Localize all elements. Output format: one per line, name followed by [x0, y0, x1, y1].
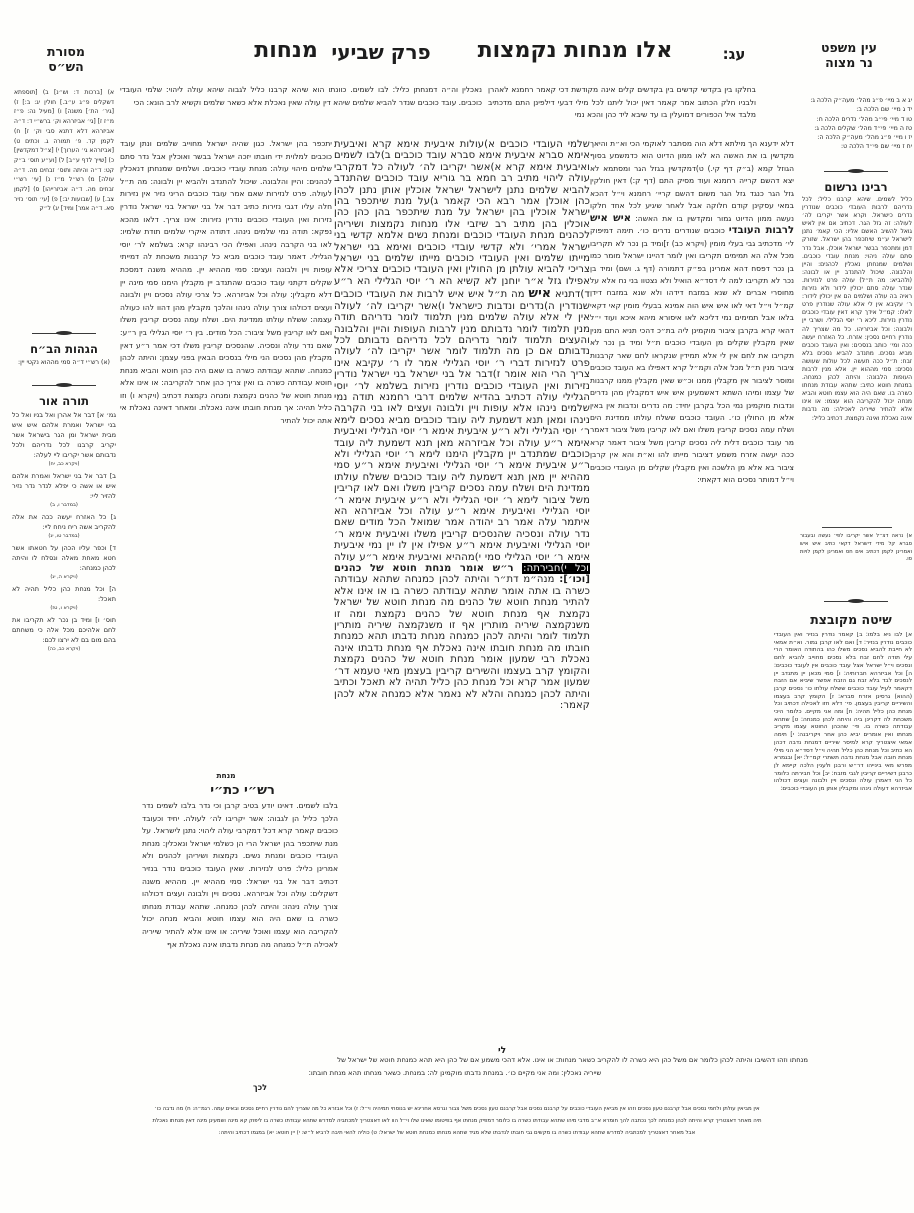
ornament-divider — [14, 330, 114, 338]
rashi-top-band: נאכלין וה״ה דמנחתן כליל: לבו לשמים. כוונתו הוא שיהא קרבנו כליל לגבוה שיהא עולה ליהוי: שלמי העובדי כוכבים. עובד כוכבים שנדר להביא שלמים שיהא דין עולה שאין נאכלת אלא כשאר שלמים וקשיא לרב הונא: הכי — [120, 85, 482, 107]
ein-mishpat-title — [786, 40, 912, 70]
ein-mishpat-entry: טז ה מיי׳ פי״ד מהל׳ שקלים הלכה ג: — [814, 124, 912, 132]
torah-or-source: (במדבר ו, ב) — [50, 502, 78, 508]
masechet-name: מנחות — [254, 38, 318, 63]
rashi-column: יתכפר בהן ישראל. כגון שהיה ישראל מחוייב שלמים ונתן עובד כוכבים למלוית ידי חובתו יזכה ישראל בבשר ואוכלין אבל נדר סתם שלמים מיהוי עולה: מנחת עובדי כוכבים. ושלמים שמנחתן דנאכלין לכהנים: והיין והלבונה. שיכול להתנדב ולהביא יין ולבונה: מה ת״ל לעולה. פרט לנזירות שאם אמר עובד כוכבים הריני נזיר אין נזירות חלה עליו דגבי נזירות כתיב דבר אל בני ישראל בני ישראל נודרין נזירות ואין העובדי כוכבים נודרין נזירות: אינו צריך. דלאו מהכא נפקא: תודה נמי שלמים נינהו. דתודה איקרי שלמים תודת שלמיו: לאו בני הקרבה נינהו. ואפילו הכי רבינהו קרא: בשלמא לר׳ יוסי הגלילי. דאמר עובד כוכבים מביא כל קרבנות משכחת לה דמייתי עופות ויין ולבונה ועצים: סמי מההיא יין. מההיא משנה דמסכת שקלים דקתני עובד כוכבים שהתנדב יין מקבלין הימנו סמי מינה יין דלא מקבלין: עולה וכל אביזרהא. כל צרכי עולה נסכים ויין ולבונה ועצים דכולהו צורך עולה נינהו והלכך מקבלין מהן דהוו להו כעולה עצמה: ששלח עולתו ממדינת הים. ושלח עמה נסכים קריבין משלו ואם לאו קריבין משל ציבור: הכל מודים. בין ר׳ יוסי הגלילי בין ר״ע: שאם נדר עולה ונסכיה. שהנסכים קריבין משלו דכי אמר ר״ע דאין מקבלין מהן נסכים הני מילי בנסכים הבאין בפני עצמן: והיתה לכהן כמנחה. שתהא עבודתה כשרה בו שאם היה כהן חוטא והביא מנחת חוטא עבודתה כשרה בו ואין צריך כהן אחר להקריבה: או אינו אלא מנחת חוטא של כהנים נקמצת ומנחה נקמצת דכתיב (ויקרא ו) וזו כליל תהיה: אך מנחת חובתו אינה נאכלת. ומאחר דאינה נאכלת אי אתה יכול להתיר — [120, 139, 332, 426]
gemara-text: שלמי העובדי כוכבים א)עולות איבעית אימא קרא ואיבעית אימא סברא איבעית אימא סברא עובד כוכבים ב)לבו לשמים ואיבעית אימא קרא א)אשר יקריבו לה׳ לעולה כל דמקרבי עולה ליהוי מתיב רב חמא בר גוריא עובד כוכבים שהתנדב להביא שלמים נתנן לישראל ישראל אוכלין אותן נתנן לכהן כהן אוכלן אמר רבא הכי קאמר ג)על מנת שיתכפר בהן ישראל אוכלין בהן ישראל על מנת שיתכפר בהן כהן כהן אוכלין בהן מתיב רב שיזבי אלו מנחות נקמצות ושיריהן לכהנים מנחת העובדי כוכבים ומנחת נשים אלמא קדשי בני ישראל אמרי׳ ולא קדשי עובדי כוכבים ואימא בני ישראל מייתו שלמים ואין העובדי כוכבים מייתו שלמים בני ישראל צריכי להביא עולתן מן החולין ואין העובדי כוכבים צריכי אלא אפילו גזל א״ר יוחנן לא קשיא הא ר׳ יוסי הגלילי הא ר״ע ד)דתניא — [334, 139, 590, 301]
rashi-ktav-yad-bottom-line: שייריה נאכלין: ומה אני מקיים כו׳. במנחת נדבתו מוקמינן לה: במנחת. כשאר מנחתו תהא מנחת חובתו: — [308, 1069, 602, 1077]
daf-marker: עג: — [722, 45, 746, 63]
gemara-catchword: לי — [497, 1046, 507, 1056]
torah-or-verse: ד] וכפר עליו הכהן על חטאתו אשר חטא מאחת מאלה ונסלח לו והיתה לכהן כמנחה: — [12, 544, 116, 572]
ein-mishpat-entry: יז ו מיי׳ פ״ג מהל׳ מעה״ק הלכה ה: — [817, 134, 912, 142]
torah-or-source: (במדבר טו, יג) — [48, 533, 80, 539]
ornament-divider — [14, 382, 114, 390]
torah-or-verses — [12, 410, 116, 758]
tosafot-dibbur: איש איש לרבות העובדי — [590, 212, 794, 237]
shita-mekubetzet-title: שיטה מקובצת — [810, 612, 892, 627]
rashi-catchword: מנחת — [216, 771, 236, 780]
bottom-footnote-line: תיה מאחר דאצטריך קרא והיתה לכהן כמנחה לכך נכתבה להך חומרא א״ב מדבי מיהו שתהא עבודתו כשרה בו כלומר דמפיק מנחתו אף בפיטומו שאינו שלו וי״ל הוו לאו דאצטריך למכתביה למדרש שתהא עבודתו כשרה בו ליפוק קא מינה ושמעינן מינה דאין מנחתו נאכלת — [152, 1118, 762, 1124]
rashi-ktav-yad-column: בלבו לשמים. דאינו יודע בטיב קרבן וכי נדר בלבו לשמים נדר הלכך כליל הן לגבוה: אשר יקריבו לה׳ לעולה. יחיד וכעובד כוכבים קאמר קרא דכל דמקרבי עולה ליהוי: נתנן לישראל. על מנת שיתכפר בהן ישראל הרי הן כשלמי ישראל ונאכלין: מנחת העובדי כוכבים ומנחת נשים. נקמצות ושיריהן לכהנים ולא אמרינן כליל: פרט לנזירות. שאין העובד כוכבים נודר בנזיר דכתיב דבר אל בני ישראל: סמי מההיא יין. מההיא משנה דשקלים: עולה וכל אביזרהא. נסכים ויין ולבונה ועצים דכולהו צורך עולה נינהו: והיתה לכהן כמנחה. שתהא עבודת מנחתו כשרה בו שאם היה הוא עצמו חוטא והביא מנחה יכול להקריבה הוא עצמו ואוכל שיריה: או אינו אלא להתיר שייריה לאכילה ת״ל כמנחה מה מנחת נדבתו אינה נאכלת אף — [142, 801, 338, 949]
torah-or-verse: ה] וכל מנחת כהן כליל תהיה לא תאכל: — [12, 585, 116, 603]
chapter-name: אלו מנחות נקמצות — [477, 38, 673, 63]
gemara-column — [334, 139, 590, 1047]
ein-mishpat-title-line2: נר מצוה — [825, 55, 873, 70]
page-catchword: לכך — [253, 1083, 267, 1092]
ein-mishpat-entry: יח ז מיי׳ שם פי״ד הלכה ט: — [841, 143, 912, 151]
ornament-divider — [800, 168, 912, 176]
gemara-text: מה ת״ל איש איש לרבות את העובדי כוכבים שנודרין ה)נדרים ונדבות כישראל ו)אשר יקריבו לה׳ לעולה אין לי אלא עולה שלמים מנין תלמוד לומר נדריהם תודה מנין תלמוד לומר נדבותם מנין לרבות העופות והיין והלבונה והעצים תלמוד לומר נדריהם לכל נדריהם נדבותם לכל נדבותם אם כן מה תלמוד לומר אשר יקריבו לה׳ לעולה פרט לנזירות דברי ר׳ יוסי הגלילי אמר לו ר׳ עקיבא אינו צריך הרי הוא אומר ז)דבר אל בני ישראל בני ישראל נודרין נזירות ואין העובדי כוכבים נודרין נזירות בשלמא לר׳ יוסי הגלילי עולה דכתיב בהדיא שלמים דרבי רחמנא תודה נמי שלמים נינהו אלא עופות ויין ולבונה ועצים לאו בני הקרבה נינהו ומאן תנא דשמעת ליה עובד כוכבים מביא נסכים לימא ר׳ יוסי הגלילי ולא ר״ע איבעית אימא ר׳ יוסי הגלילי ואיבעית אימא ר״ע עולה וכל אביזרהא מאן תנא דשמעת ליה עובד כוכבים שמתנדב יין מקבלין הימנו לימא ר׳ יוסי הגלילי ולא ר״ע איבעית אימא ר׳ יוסי הגלילי ואיבעית אימא ר״ע סמי מההיא יין מאן תנא דשמעת ליה עובד כוכבים ששלח עולתו ממדינת הים ושלח עמה נסכים קריבין משלו ואם לאו קריבין משל ציבור לימא ר׳ יוסי הגלילי ולא ר״ע איבעית אימא ר׳ יוסי הגלילי ואיבעית אימא ר״ע עולה וכל אביזרהא הא איתמר עלה אמר רב יהודה אמר שמואל הכל מודים שאם נדר עולה ונסכיה שהנסכים קריבין משלו ואיבעית אימא ר׳ יוסי הגלילי ואיבעית אימא ר״ע אפילו אין לו יין נמי איבעית אימא ר׳ יוסי הגלילי סמי י)מההיא ואיבעית אימא ר״ע עולה — [334, 289, 590, 563]
torah-or-source: (ויקרא ה, יג) — [50, 574, 78, 580]
bach-title: הגהות הב״ח — [30, 342, 98, 356]
ornament-divider — [800, 598, 912, 606]
gemara-mishnah-quote: ר״ש אומר מנחת חוטא של כהנים [וכו׳]: — [334, 563, 590, 586]
gemara-text: מנה״מ דת״ר והיתה לכהן כמנחה שתהא עבודתה כשרה בו אתה אומר שתהא עבודתה כשרה בו או אינו אלא להתיר מנחת חוטא של כהנים מה מנחת חוטא של ישראל נקמצת אף מנחת חוטא של כהנים נקמצת ומה זו משנקמצה שיריה מותרין אף זו משנקמצה שיריה מותרין תלמוד לומר והיתה לכהן כמנחה מנחת נדבתו תהא כמנחת חובתו מה מנחת חובתו אינה נאכלת אף מנחת נדבתו אינה נאכלת רבי שמעון אומר מנחת חוטא של כהנים נקמצת והקומץ קרב בעצמו והשירים קריבין בעצמן מאי טעמא דר׳ שמעון אמר קרא וכל מנחת כהן כליל תהיה לא תאכל וכתיב והיתה לכהן כמנחה והלא לא נאמר אלא כמנחה אלא לכהן קאמר: — [334, 574, 590, 711]
footnote-rule — [822, 527, 892, 529]
tosafot-column — [590, 138, 794, 1052]
torah-or-verse: ב] דבר אל בני ישראל ואמרת אלהם איש או אשה כי יפלא לנדר נדר נזיר להזיר ליי: — [12, 472, 116, 500]
torah-or-source: (ויקרא ו, טז) — [50, 605, 78, 611]
mesoret-title-line1: מסורת — [47, 44, 85, 59]
ein-mishpat-entry: טו ד מיי׳ פי״ב מהל׳ נדרים הלכה ח: — [816, 115, 912, 123]
gemara-bold-word: איש — [528, 285, 552, 301]
torah-or-verse: ג] כל האזרח יעשה ככה את אלה להקריב אשה ריח ניחח ליי: — [12, 513, 116, 531]
rashi-ktav-yad-bottom-line: מנחתו וזהו דהשיבו והיתה לכהן כלומר אם משל כהן היא כשרה לו להקריב כשאר מנחות: או אינו. אלא דהכי משמע אם של כהן היא תהא כמנחת חוטא של ישראל של — [337, 1056, 808, 1064]
rashi-ktav-yad-title: רש״י כת״י — [210, 783, 275, 798]
tosafot-text: כוכבים שנודרים נדרים כו׳. תימה דמיפוק לי׳ מדכתיב גבי בעלי מומין (ויקרא כב) ז]ומיד בן נכר לא תקריבו מכל אלה הא תמימים תקריבו ואין לומר דהיינו ישראל מומר כמו בן נכר דפסח דהא אמרינן בפ״ק דתמורה (דף ג. ושם) ומיד בן נכר לא תקריבו למה לי דסד״א הואיל ולא נצטוו בני נח אלא על מחוסרי אברים לא שנא במזבח דידהו ולא שנא במזבח דידן קמ״ל וי״ל דאי לאו איש איש הוה אמינא בבעלי מומין קאי דקאי בלאו אבל תמימים נמי דליכא לאו איסורא מיהא איכא ועוד י״ל דהאי קרא בקרבן ציבור מוקמינן ליה בת״כ דהכי תניא התם מנין שאין מקבלין שקלים מן העובדי כוכבים ת״ל ומיד בן נכר לא תקריבו את לחם אין לי אלא תמידין שנקראו לחם שאר קרבנות ציבור מנין ת״ל מכל אלה וקמ״ל קרא דאפילו בא העובד כוכבים ומוסר לציבור אין מקבלין ממנו וכ״ש שאין מקבלין ממנו קרבנות של עצמו ומיהו השתא דאשמעינן איש איש דמקבלין מהן נדרים ונדבות מוקמינן נמי הכל בקרבן יחיד: מה נדרים ונדבות אין באין אלא מן החולין כו׳. העובד כוכבים ששלח עולתו ממדינת הים ושלח עמה נסכים קריבין משלו ואם לאו קריבין משל ציבור דאמר מר עובד כוכבים דלית ליה נסכים קריבין משל ציבור דאמר קרא ככה יעשה אזרח משמע דציבור מייתו להו וא״ת והא אין קרבן ציבור בא אלא מן הלשכה ואין מקבלין שקלים מן העובדי כוכבים וי״ל דמותר נסכים הוא דקאתי: — [590, 226, 794, 485]
rabbeinu-gershom-title: רבינו גרשום — [824, 180, 888, 194]
mesoret-title-line2: הש״ס — [48, 59, 84, 74]
ein-mishpat-title-line1: עין משפט — [821, 40, 877, 55]
shita-mekubetzet-text: א] לבו ניא בלמו: ב] קאמר נודרין בנזיר ואין העובדי כוכבים נודרין בנזיר: ד] ואם לאו קרבן גמור. וא״ת אמאי לא חייבת להביא נסכים משלו כהו בהתודה האומר הרי עלי תודה לחם זבח בלא נסכים מחוייב להביא לחם ונסכים וי״ל ישראל אצל עובד כוכבים אין לעובד כוכבים: ה] וכל אביזרהא חברותיה: ו] סמי מכאן יין מתנדב יין לנסכים לבד בלא זבח גם הזבח אפשר שיביא אם הזבח דקאמר לעיל עובד כוכבים ששלח עולתו כו׳ נסכים קרבן (ההוא) גרסינן אזרח סברא: ז] הקומץ קרב בעצמו והשיריים קריבין בעצמן. פי׳ דלא חזו לאכילה דכתיב וכל מנחת כהן כליל תהיה: ח] ומה אני מקיים. כלומר היכי משכחת לה דקרינן ביה והיתה לכהן כמנחה: ט] שתהא עבודתה כשרה בו. פי׳ שהכהן החוטא עצמו מקריב מנחתו ואין אומרים יביא כהן אחר ויקריבנה: י] תימה אמאי איצטריך קרא למיסר שיריים דמנחת נדבה דכהן הא כתיב וכל מנחת כהן כליל תהיה וי״ל דסד״א הני מילי מנחת חובה אבל מנחת נדבה תשתרי קמ״ל: יא] ובגמרא מפרש מאי בינייהו דר״ש ורבנן ולענין הלכה קיימא לן כרבנן דשיריים קריבין לגבי מזבח: יב] וכל חבירתה כלומר כל הני דאמרן עולה ונסכים ויין ולבונה ועצים דכולהו אביזרהא דעולה נינהו ומקבלין אותן מן העובדי כוכבים: — [774, 632, 912, 793]
bach-text: (א) רש״י ד״ה סמי מההוא נקטי יין: — [18, 359, 110, 366]
torah-or-source: (ויקרא כב, יח) — [48, 461, 80, 467]
tosafot-top-band: בחלקו בין בקדשי קדשים בין בקדשים קלים אינה מקודשת דכי קאמר רחמנא לאהרן ולבניו חלק הכתוב אמר קאמר דאין יכול ליתנו לכל מילי דבעי דילפינן התם מדכתיב מלבד איל הכפורים דמועלין בו עד שיבא ליד כהן והכא נמי — [488, 85, 756, 120]
torah-or-source: (ויקרא כב, כה) — [47, 646, 81, 652]
bottom-footnote-line: אבל מאחר דאצטריך למכתביה למדרש שתהא עבודתו כשרה בו מקשים גבי חובתו לנדבתו שלא מגיד שתהא מנחתו כמנחת חוטא של ישראל: ט) כוליה להאי תיבה לרביא ל״ש: י) יין חוטא: יא) במגמו דכתיב והיתה: — [218, 1130, 696, 1136]
ein-mishpat-entry: יד ג מיי׳ שם הלכה ב: — [856, 106, 912, 114]
mesoret-text: א) [ברכות ד: וש״נ] ב) [תוספתא דשקלים פ״ג ע״ב.] חולין יג: ב:] ז) [גיר׳ הת׳] משנה] ו) [מעיל נה: פ״ז מ״ז ז] [גי׳ אביזרהא וק׳ ברש״י ד: ד״ה אביזרהא דלא דתנא סבי וק׳ ז] ח) לקמן קד. פ׳ תמורה ג. וכתים ט) [אביזרהא גי׳ הערוך] י) [צ״ל דמקדשין] כ) [שייך לדף ע״ב] ל) [וע״ע תוס׳ ב״ק קט: ד״ה והיתה ותוס׳ זבחים מה. ד״ה עולה] מ) רש״ל מ״ז נ) [עי׳ רש״י זבחים מה. ד״ה אביזרייהו] ס) [לקמן צב.] ע) [שבועות יב:] פ) [עי׳ תוס׳ נזיר סא. ד״ה אמר] ומיד] יג) ל״ק — [14, 89, 114, 213]
bottom-footnote-line: אין מביאין עולתן ולחמי נסכים אבל קרבנם טעון נסכים וזהו אין מביאין העובדי כוכבים על קרבנם נסכים אבל קרבנם טעון נסכים משל צבור וגרסא אחרינא יש בנוסחי תמיהיה וי״ל: ז) וכל אבזרא כל מה שצריך להם נודרין רחיים נסכים ובאים עמה. רגמ״ה: ח) מה נדבה כו׳ — [154, 1106, 760, 1112]
ein-mishpat-entry: יג א ב מיי׳ פ״ג מהל׳ מעה״ק הלכה ג: — [810, 97, 912, 104]
torah-or-title: תורה אור — [39, 394, 89, 408]
mesoret-title — [18, 44, 114, 74]
torah-or-verse: גמ׳ א] דבר אל אהרן ואל בניו ואל כל בני ישראל ואמרת אלהם איש איש מבית ישראל ומן הגר בישראל אשר יקריב קרבנו לכל נדריהם ולכל נדבותם אשר יקריבו ליי לעלה: — [12, 411, 116, 459]
search-highlight: וכל י)חבירתה: — [523, 563, 590, 575]
rabbeinu-gershom-text: כליל לשמים. שיהא קרבנו כליל: לכל נדריהם לרבות העובדי כוכבים שנודרין נדרים כישראל. וקרא אשר יקריבו לה׳ לעולה: זה גזל הגר. דכתיב אם אין לאיש גואל להשיב האשם אליו: הכי קאמ׳ נתנן לישראל ע״מ שיתכפר בהן ישראל. שזורק דמן ומתכפר בבשר ישראל אוכלן. אבל נדר סתם עולה ניהוי: מנחת עובדי כוכבים. ושלמים שמנחתן נאכלין לכהנים: והיין והלבונה. שיכול להתנדב יין או לבונה: (ולהביא: מה ת״ל) עולה פרט לנזירות. שנדר עולה סתם יכולין לידור ולא נזירות ראיה בה עולה ושלמים הם אין יכולין לידור: ר׳ עקיבא אין לי אלא עולה שנודרין פרט לאלו: קמ״ל אידך קרא דאין עובדי כוכבים נודרין נזירות. ליכא ר׳ יוסי הגלילי. ושרבי יין ולבונה: וכל אביזריהו. כל מה שצריך לה נודרין רחיים נסכין: אזרח. כל האזרח יעשה ככה ומי׳ כותב בנסכים: ואין העובד כוכבים מביא נסכים. מתנדב להביא נסכים בלא זבח: ת״ל ככה תעשה לכל עולות שעושה נסכים: סמי מההוא יין. אלא מנין לרבות העופות הלבונה: והיתה לכהן כמנחה. במנחת חוטא כתיב: שתהא עבודת מנחתו כשרה בו. שאם היה הוא עצמו חוטא והביא מנחה יכול להקריבה הוא עצמו: או אינו אלא להתיר שייריה לאכילה: מה נדבות אינה נאכלת ואינה נקמצת. דכתיב כליל: — [802, 196, 912, 422]
perek-number: פרק שביעי — [331, 40, 431, 64]
tosafot-text: דלא ידענא הך מילתא דלא הוה מסתבר לאוקמי הכי וא״ת והיאך מקדשין בו את האשה הא לאו ממון הדיוט הוא כדמשמע בסוף הגוזל קמא (ב״ק דף קי.) ט)דמקדשין בגזל הגר ומסתמא לא יצא דהשם קרייה רחמנא ועוד מסיק התם (דף ק:) דאין חולקין גזל הגר כנגד גזל הגר משום דהשם קריי׳ רחמנא וי״ל דהכא במאי עסקינן קודם חלוקה אבל לאחר שיגיע לכל אחד חלקו נעשה ממון הדיוט גמור ומקדשין בו את האשה: — [590, 139, 794, 223]
rabbeinu-gershom-footnote: א) נראה דצ״ל אשר יקריבו לפי׳ נעשה ובעבור סברא קל מידי דישראל דקאי כתיב איש איש ואמרינן לקמן דכתיב אים חס ואמרינן לקמן לויות סו. — [800, 533, 912, 563]
torah-or-verse: תוס׳ ו] ומיד בן נכר לא תקריבו את לחם אלהיכם מכל אלה כי משחתם בהם מום בם לא ירצו לכם: — [12, 616, 116, 644]
